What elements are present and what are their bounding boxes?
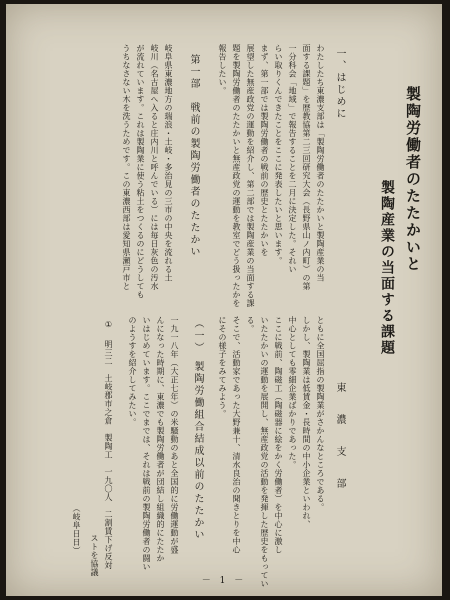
lower-text-line: いたたかいの運動を展開し、無産政党の活動を発揮した歴史をもってい [260,316,269,588]
upper-text-line: 題を製陶労働者のたたかいと無産政党の運動を教室でどう扱ったかを [232,44,241,308]
subsection-heading: （一） 製陶労働組合結成以前のたたかい [192,318,203,541]
upper-text-line: 報告したい。 [218,44,227,95]
section-heading-intro: 一、はじめに [334,48,345,120]
upper-text-line: が流れています。これは製陶業に使う粘土をつくるのにどうしても [136,44,145,299]
page-number: － 1 － [201,576,247,586]
lower-text-line: ともに全国屈指の製陶業がさかんなところである。 [316,316,325,512]
lower-text-line: 中心としても零細企業ばかりであった。 [288,316,297,469]
note-line: 明三二 土岐郡市之倉 製陶工 一九〇人 二割賃下げ反対 [104,340,113,570]
note-marker: ① [104,320,113,330]
upper-text-line: 岐阜県東濃地方の瑞浪・土岐・多治見の三市の中央を流れる土 [164,44,173,282]
lower-text-line: る。 [246,316,255,333]
upper-text-line: わたしたち東濃支部は「製陶労働者のたたかいと製陶産業の当 [316,44,325,282]
part-heading: 第一部 戦前の製陶労働者のたたかい [188,54,199,258]
document-title: 製陶労働者のたたかいと [404,86,422,273]
note-source: （岐阜日日） [72,504,81,555]
lower-text-line: いはじめています。ここでまでは、それは戦前の製陶労働者の闘い [142,316,151,571]
lower-text-line: にその様子をみてみよう。 [218,316,227,418]
author-name: 東 濃 支 部 [334,382,345,494]
lower-text-line: しかし、製陶業は低賃金・長時間の中小企業といわれ、 [302,316,311,529]
upper-text-line: 岐川（名古屋へ入ると庄内川と呼んでいる）には毎日灰色の汚水 [150,44,159,291]
document-subtitle: 製陶産業の当面する課題 [379,180,395,356]
upper-text-line: 面する課題」を歴教協第二三回研究大会（長野県山ノ内町）の第 [302,44,311,291]
upper-text-line: まず、第一部では製陶労働者の戦前の歴史とたたかいを [260,44,269,257]
lower-text-line: のようすを紹介してみたい。 [128,316,137,427]
upper-text-line: らい取りくんできたことをここに発表したいと思います。 [274,44,283,265]
document-page [6,4,442,596]
note-line: ストを協議 [90,534,99,577]
lower-text-line: そこで、活動家であった大野兼十、清水良治の聞きとりを中心 [232,316,241,554]
lower-text-line: 一九一八年（大正七年）の米騒動のあと全国的に労働運動が盛 [170,316,179,554]
upper-text-line: 一分科会「地域」で報告することを二月に決定した。それい [288,44,297,274]
lower-text-line: ここに戦前、陶磁工（陶磁器に絵をかく労働者）を中心に激し [274,316,283,554]
upper-text-line: うちなさない木を洗うためです。この東濃西部は愛知県瀬戸市と [122,44,131,291]
upper-text-line: 展望した無産政党の運動を紹介し、第二部では製陶産業の当面する課 [246,44,255,308]
lower-text-line: んになった時期に、東濃でも製陶労働者が団結し組織的にたたか [156,316,165,563]
